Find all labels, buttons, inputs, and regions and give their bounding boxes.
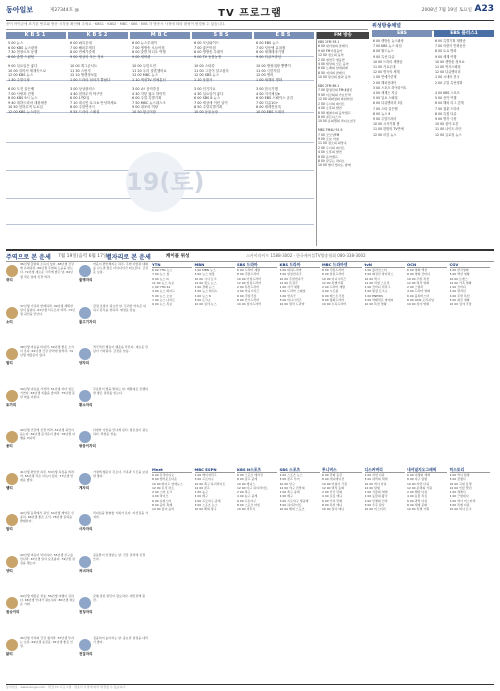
horoscope-entry xyxy=(6,553,76,591)
zodiac-text: 40년생 건강에 신경 써라. 52년생 귀인이 돕는다. 64년생 문서운이 좋다. 76년생 여행을 떠나라. xyxy=(20,428,75,441)
page-header xyxy=(6,4,494,21)
horoscope-entry xyxy=(79,345,149,383)
page-title: TV 프로그램 xyxy=(218,8,282,19)
horoscope-entry xyxy=(79,636,149,674)
channel-name: 내셔널지오그래픽 xyxy=(407,467,447,473)
channel-listing xyxy=(237,467,277,667)
zodiac-icon xyxy=(79,390,91,402)
channel-listing xyxy=(450,262,490,462)
zodiac-name: 쥐띠 xyxy=(6,278,13,282)
channel-listing xyxy=(407,262,447,462)
zodiac-text: 집중력이 높아지는 날. 중요한 결정을 내리기 좋다. xyxy=(93,635,148,644)
satellite-header-espn: EBS 플러스1 xyxy=(434,30,494,37)
zodiac-text: 다양한 사람을 만나게 된다. 말조심이 필요하다. 학업운 상승. xyxy=(93,428,148,437)
horoscope-entry xyxy=(79,387,149,425)
cable-listings xyxy=(152,262,494,682)
channel-name: 투니버스 xyxy=(322,467,362,473)
zodiac-icon xyxy=(6,265,18,277)
horoscope-entry xyxy=(6,470,76,508)
channel-listing xyxy=(237,262,277,462)
radio-header: FM 방송 xyxy=(317,32,369,39)
zodiac-name: 전갈자리 xyxy=(79,651,93,656)
kbs2-listing: 6 00 VJ특공대 7 00 해피투게더 8 00 연예가중계 9 00 세상의 모든 정보 10 00 개그콘서트 11 30 스펀지 12 10 생생정보통 1 00 드라마 엄마가 뿔났다 3 00 상상플러스 4 40 천하무적 야구단 6 00 1박2일 7 10 대국민 토크쇼 안녕하세요 8 00 주말연속극 9 55 드라마 스페셜 xyxy=(70,41,117,114)
channel-listing xyxy=(407,467,447,667)
zodiac-text: 36년생 뜻밖의 소득이 있다. 48년생 건강에 유의하라. 60년생 주변의 도움을 받는다. 72년생 새로운 시작에 좋은 날. 84년생 작은 일에 신경 써라. xyxy=(20,262,74,279)
horoscope-entry xyxy=(6,262,76,300)
zodiac-name: 쌍둥이자리 xyxy=(79,444,96,448)
zodiac-icon xyxy=(6,597,18,609)
zodiac-icon xyxy=(79,431,91,443)
channel-name: YTN xyxy=(152,262,192,268)
zodiac-text: 가정에 행운이 깃든다. 가족과 시간을 보내면 좋다. xyxy=(93,469,148,478)
channel-header-kbs2: KBS2 xyxy=(68,32,128,39)
zodiac-text: 41년생 편안한 하루. 53년생 욕심을 버려라. 65년생 작은 이득이 있다. 77년생 연애운 좋다. xyxy=(20,469,74,482)
zodiac-name: 양띠 xyxy=(6,568,13,573)
zodiac-icon xyxy=(79,597,91,609)
channel-name: KBS 드라마 xyxy=(280,262,320,268)
channel-name: CGV xyxy=(450,262,490,268)
horoscope-entry xyxy=(6,636,76,674)
horoscope-date: 7월 19일(음력 6월 17일) xyxy=(58,254,110,259)
zodiac-name: 말띠 xyxy=(6,527,13,531)
zodiac-text: 적극적인 행동이 행운을 부른다. 새로운 만남이 기다린다. 금전운 상승. xyxy=(93,345,148,354)
zodiac-text: 39년생 여유를 가져라. 51년생 자녀 일로 기쁘다. 63년생 지출을 줄여라. 75년생 뜻한 바를 이룬다. xyxy=(20,386,75,399)
channel-header-mbc: MBC xyxy=(130,32,190,39)
zodiac-name: 뱀띠 xyxy=(6,485,13,490)
radio-listing: KBS 1FM 93.1 6 00 새아침의 클래식 9 00 FM가정음악 12 00 정오의 음악 2 00 명연주 명음반 4 00 세상의 모든 음악 6 00 노래의 날개위에 8 00 저녁의 클래식 10 00 당신의 밤과 음악 KBS 2FM 89.1 7 00 황정민의 FM대행진 9 00 이금희의 가요산책 12 00 최화정의 파워타임 2 00 두시의 데이트 4 00 오후의 발견 6 00 배철수의 음악캠프 8 00 골든디스크 10 00 유희열의 라디오천국 MBC FM4U 91.9 7 00 굿모닝FM 9 00 오늘 아침 11 00 정오의 희망곡 2 00 두시의 데이트 4 00 오후의 발견 6 00 음악캠프 8 00 꿈꾸는 라디오 10 00 별이 빛나는 밤에 xyxy=(318,40,356,168)
zodiac-text: 마음이 편안해지는 하루. 주변 사람과 대화를 나누면 좋은 아이디어가 떠오른다. 금전운 보통. xyxy=(93,262,148,275)
channel-programs: 6 00 뮤직비디오 8 00 엠카운트다운 10 00 와이드 연예뉴스 12 00 뮤직 차트 2 00 스타 토크 4 00 라이브 6 00 슈퍼스타 8 00 음악 축제 10 00 심야 음악 xyxy=(152,473,183,512)
page-footer: 동아일보 · www.donga.com · 편집 TV 프로그램 · 방송사 사정에 따라 변경될 수 있습니다 xyxy=(6,684,494,690)
channel-listing xyxy=(195,467,235,667)
channel-listing xyxy=(365,262,405,462)
issue-date: 2008년 7월 19일 토요일 xyxy=(421,8,472,13)
issue-number: 제27344호 @ xyxy=(50,8,79,13)
channel-listing xyxy=(322,262,362,462)
channel-listing xyxy=(322,467,362,667)
zodiac-name: 게자리 xyxy=(79,485,90,490)
channel-listing xyxy=(152,467,192,667)
horoscope-entry xyxy=(6,511,76,549)
zodiac-text: 리더십을 발휘할 기회가 온다. 자신감을 가져라. xyxy=(93,511,148,520)
zodiac-icon xyxy=(79,307,91,319)
zodiac-name: 사자자리 xyxy=(79,527,93,531)
schedule-notice: 종이 아이콘에 표기된 번호와 방송 시각을 확인해 주세요 · KBS1 · KBS2 · MBC · SBS · EBS 각 방송사 사정에 따라 편성이 변경될 수 있습니다. xyxy=(6,22,368,30)
channel-name: SBS 드라마 xyxy=(237,262,277,268)
zodiac-icon xyxy=(6,556,18,568)
horoscope-entry xyxy=(79,262,149,300)
channel-listing xyxy=(450,467,490,667)
channel-name: 히스토리 xyxy=(450,467,490,473)
channel-programs: 6 00 대하드라마 8 00 일일연속극 10 00 주말연속극 12 00 특집극 2 00 사극 재방 4 00 드라마 스페셜 6 00 연속극 8 00 미니시리즈 10 00 명작 드라마 xyxy=(279,268,306,307)
zodiac-name: 토끼띠 xyxy=(6,402,17,407)
zodiac-text: 42년생 동쪽에서 귀인. 54년생 계약은 신중히. 66년생 좋은 소식. 78년생 실력을 발휘한다. xyxy=(20,511,74,524)
zodiac-icon xyxy=(79,639,91,651)
channel-programs: 6 00 역사 탐방 8 00 전쟁사 10 00 고대 문명 12 00 인물 열전 2 00 세계사 4 00 근현대사 6 00 역사 미스터리 8 00 특별 다큐 10 00 역사 토크 xyxy=(449,473,476,512)
radio-schedule xyxy=(316,32,369,246)
horoscope-entry xyxy=(79,553,149,591)
channel-programs: 6 00 메이저리그 8 00 프로야구 10 00 축구 하이라이트 12 00 골프 2 00 농구 4 00 배구 6 00 프로야구 중계 8 00 스포츠 뉴스 10 00 해외 축구 xyxy=(194,473,226,512)
horoscope-entry xyxy=(6,304,76,342)
horoscope-entry xyxy=(6,594,76,632)
mbc-listing: 6 00 뉴스투데이 7 00 생방송 오늘아침 8 00 출발 비디오 여행 9 00 세바퀴 10 00 무한도전 11 20 우리 결혼했어요 12 00 MBC 뉴스 1 10 섹션TV 연예통신 3 00 쇼! 음악중심 4 30 지붕 뚫고 하이킥 6 00 주말 특별기획 7 50 MBC 뉴스데스크 9 00 내조의 여왕 10 50 황금어장 xyxy=(132,41,167,114)
cable-title: 케이블 위성 xyxy=(166,254,190,259)
channel-listing xyxy=(365,467,405,667)
zodiac-icon xyxy=(6,431,18,443)
star-horoscope-title: 별자리로 본 운세 xyxy=(106,254,151,261)
zodiac-text: 38년생 마음을 비워라. 50년생 좋은 소식이 온다. 62년생 건강 관리에 힘써라. 74년생 재물운이 있다. xyxy=(20,345,74,358)
zodiac-name: 물병자리 xyxy=(79,278,93,282)
sbs-listing: 6 00 모닝와이드 7 00 좋은아침 8 00 생방송 투데이 9 00 TV 동물농장 10 00 스타킹 11 00 그것이 알고싶다 12 00 SBS 뉴스 1 10 웃찾사 3 00 인기가요 4 30 일요일이 좋다 6 00 SBS 8 뉴스 7 00 세상에 이런 일이 8 50 주말특별기획 10 00 동물농장 xyxy=(194,41,229,114)
zodiac-icon xyxy=(79,348,91,360)
channel-header-ebs: EBS xyxy=(254,32,314,39)
horoscope-section xyxy=(6,262,150,682)
channel-programs: 6 00 야생의 세계 8 00 지구 탐험 10 00 자연 다큐 12 00 문명의 기원 2 00 해양 다큐 4 00 동물 특집 6 00 과학 다큐 8 00 세계 문화 10 00 특별 기획 xyxy=(407,473,432,512)
zodiac-name: 원숭이띠 xyxy=(6,610,20,614)
zodiac-icon xyxy=(6,348,18,360)
horoscope-entry xyxy=(6,387,76,425)
channel-name: tvN xyxy=(365,262,405,268)
zodiac-icon xyxy=(79,473,91,485)
zodiac-name: 양자리 xyxy=(79,361,90,365)
zodiac-name: 황소자리 xyxy=(79,402,93,407)
channel-header-kbs1: KBS1 xyxy=(6,32,66,39)
zodiac-name: 닭띠 xyxy=(6,651,13,656)
zodiac-name: 천칭자리 xyxy=(79,610,93,614)
channel-name: SBS 스포츠 xyxy=(280,467,320,473)
page-number: A23 xyxy=(474,4,494,14)
zodiac-text: 43년생 마음이 넉넉하다. 55년생 친구를 만나라. 67년생 일이 순조롭다. 79년생 결실을 맺는다. xyxy=(20,552,75,565)
channel-listing xyxy=(280,467,320,667)
zodiac-text: 꾸준함이 빛을 발하는 날. 계획대로 진행하면 좋은 결과를 얻는다. xyxy=(93,386,148,395)
zodiac-text: 감정 조절이 필요한 날. 무리한 약속은 피하고 휴식을 취하라. 애정운 상승. xyxy=(93,303,147,312)
zodiac-text: 37년생 가족과 함께하라. 49년생 계획한 일이 풀린다. 61년생 서두르지 마라. 73년생 귀인을 만난다. xyxy=(20,303,75,316)
kbs1-listing: 5 00 뉴스 6 00 KBS 뉴스광장 7 30 현장르포 동행 8 00 출발 드림팀 9 00 일요일은 좋다 10 00 걸어서 세계속으로 12 00 KBS 뉴스 1 30 주말극장 6 00 도전 골든벨 7 00 사랑과 전쟁 8 00 KBS 9시 뉴스 9 40 대하드라마 대왕세종 10 50 천하무적 토요일 12 00 KBS 뉴스라인 xyxy=(8,41,48,114)
zodiac-icon xyxy=(6,307,18,319)
channel-listing xyxy=(152,262,192,462)
date-watermark: 19(토) xyxy=(126,152,186,212)
ebs-listing: 6 00 EBS 뉴스 7 00 딩동댕 유치원 8 00 세계테마기행 9 00 다큐프라임 10 00 방귀대장 뿡뿡이 11 00 극한직업 12 00 명의 1 00 세계의 명화 3 00 한국기행 4 00 지식채널e 6 00 EBS 스페이스 공감 7 00 다큐10+ 8 00 세계견문록 10 00 EBS 시네마 xyxy=(256,41,293,114)
channel-programs: 6 00 YTN 뉴스 7 00 뉴스 창 9 00 뉴스 Q 11 00 뉴스 속보 1 00 YTN 24 3 00 뉴스 와이드 5 00 뉴스 오늘 7 00 뉴스 나이트 9 00 뉴스 특보 xyxy=(152,268,176,307)
zodiac-icon xyxy=(6,514,18,526)
satellite-title: 위성방송채널 xyxy=(372,22,494,31)
newspaper-name: 동아일보 xyxy=(6,6,34,14)
channel-header-sbs: SBS xyxy=(192,32,252,39)
zodiac-text: 45년생 가족의 건강 챙겨라. 57년생 투자는 보류. 69년생 승진운. 81년생 좋은 인연. xyxy=(20,635,74,648)
horoscope-title: 주역으로 본 운세 xyxy=(6,254,51,261)
zodiac-name: 처녀자리 xyxy=(79,568,93,573)
cable-note: 스카이라이프 1588-3002 · 한국케이블TV방송협회 080-338-3002 xyxy=(246,253,366,258)
channel-programs: 6 00 MBN 뉴스 8 00 뉴스 현장 10 00 시사 토크 12 00 정오 뉴스 2 00 경제 뉴스 4 00 뉴스 와이드 6 00 뉴스 8 8 00 토크쇼 10 00 심야 뉴스 xyxy=(194,268,218,307)
channel-listing xyxy=(195,262,235,462)
terrestrial-schedule-grid xyxy=(6,32,314,246)
horoscope-entry xyxy=(6,428,76,466)
channel-programs: 6 00 주말드라마 8 00 일일드라마 10 00 미니시리즈 12 00 특별기획 2 00 드라마 재방 4 00 시트콤 6 00 베스트극장 8 00 월화드라마 10 00 수목드라마 xyxy=(322,268,347,307)
horoscope-entry xyxy=(79,304,149,342)
horoscope-entry xyxy=(79,594,149,632)
channel-listing xyxy=(280,262,320,462)
channel-name: MBC 드라마넷 xyxy=(322,262,362,268)
channel-name: Mnet xyxy=(152,467,192,473)
zodiac-text: 44년생 재물운 상승. 56년생 여행이 길하다. 68년생 인내가 필요하다. 80년생 새로운 기회. xyxy=(20,594,75,607)
zodiac-icon xyxy=(79,514,91,526)
zodiac-text: 균형 잡힌 판단이 필요하다. 대인관계 원만. xyxy=(93,594,146,603)
channel-name: KBS N스포츠 xyxy=(237,467,277,473)
channel-programs: 6 00 영화 액션 8 00 영화 코미디 10 00 주말 특선 12 00 명작 영화 2 00 스릴러 4 00 드라마 영화 6 00 블록버스터 8 00 OCN 오리지널 10 00 심야 영화 xyxy=(407,268,434,307)
channel-programs: 6 00 스포츠 뉴스 8 00 골프 투어 10 00 당구 12 00 야구 전망대 2 00 축구 중계 4 00 배구 6 00 프로야구 생중계 8 00 하이라이트 10 00 해외 스포츠 xyxy=(279,473,309,512)
channel-programs: 6 00 드라마 재방 8 00 주말드라마 10 00 아침드라마 12 00 일일드라마 2 00 특선드라마 4 00 미니시리즈 6 00 주말극장 8 00 인기드라마 10 00 심야드라마 xyxy=(237,268,262,307)
satellite-listing-1: 6 00 생방송 뉴스광장 7 00 KBS 뉴스 타임 8 00 월드뉴스 9 00 특선 다큐 10 00 드라마 재방송 11 00 가요무대 12 00 명곡의 세계 1 00 연예가중계 2 00 해피선데이 3 00 스포츠 하이라이트 4 00 세계는 지금 5 00 일요 스페셜 6 00 다큐멘터리 3일 7 00 스타 골든벨 8 00 뉴스 9 9 00 주말드라마 10 00 시사기획 쌈 11 00 한밤의 TV연예 12 00 마감 뉴스 xyxy=(373,39,407,137)
satellite-listing-2: 6 00 특별기획 재방송 7 00 어린이 만화동산 8 00 토요 명화 9 00 세계 여행 10 00 생방송 정보쇼 11 00 역사스페셜 12 00 다큐멘터리 1 00 시네마 천국 2 00 주말 특선영화 4 00 KBS 스포츠 5 00 음악 여행 6 00 해외 리그 중계 7 00 청춘 드라마 8 00 특집 다큐 9 00 명작 극장 10 00 심야 토론 11 00 나이트 라인 12 00 클로징 뉴스 xyxy=(435,39,466,137)
channel-programs: 6 00 자연 다큐 8 00 과학의 세계 10 00 역사 다큐 12 00 탐험 2 00 기술의 세계 4 00 동물의 왕국 6 00 인체의 신비 8 00 우주 탐사 10 00 미스터리 xyxy=(364,473,388,512)
channel-name: 디스커버리 xyxy=(365,467,405,473)
channel-programs: 6 00 만화 동산 8 00 애니메이션 10 00 어린이 극장 12 00 명작 동화 2 00 인기 만화 4 00 로봇 애니 6 00 가족 만화 8 00 특선 애니 10 00 심야 애니 xyxy=(322,473,347,512)
channel-programs: 6 00 스포츠 매거진 8 00 골프 중계 10 00 테니스 12 00 야구 하이라이트 2 00 축구 4 00 농구 중계 6 00 프로야구 8 00 스포츠 타임 10 00 격투기 xyxy=(237,473,268,512)
zodiac-icon xyxy=(6,639,18,651)
zodiac-name: 물고기자리 xyxy=(79,319,96,324)
channel-programs: 6 00 한국영화 8 00 액션 영화 10 00 로맨스 12 00 가족 영화 2 00 코미디 4 00 명작선 6 00 주말 특선 8 00 최신 영화 10 00 심야 극장 xyxy=(449,268,472,307)
zodiac-name: 범띠 xyxy=(6,361,13,365)
horoscope-entry xyxy=(79,428,149,466)
channel-name: MBC ESPN xyxy=(195,467,235,473)
channel-name: OCN xyxy=(407,262,447,268)
channel-programs: 6 00 롤러코스터 8 00 화성인 바이러스 10 00 택시 12 00 리얼 스토리 2 00 코미디 빅리그 4 00 현장 토크쇼 6 00 ENEWS 8 00 막돼먹은 영애씨 10 00 특선 영화 xyxy=(364,268,394,307)
zodiac-name: 소띠 xyxy=(6,319,13,324)
horoscope-entry xyxy=(79,511,149,549)
channel-name: MBN xyxy=(195,262,235,268)
zodiac-icon xyxy=(79,556,91,568)
satellite-column xyxy=(372,22,494,246)
horoscope-entry xyxy=(79,470,149,508)
zodiac-name: 용띠 xyxy=(6,444,13,448)
zodiac-icon xyxy=(79,265,91,277)
satellite-header-ebs: EBS xyxy=(372,30,432,37)
zodiac-icon xyxy=(6,473,18,485)
zodiac-icon xyxy=(6,390,18,402)
horoscope-entry xyxy=(6,345,76,383)
zodiac-text: 꼼꼼함이 인정받는 날. 건강 관리에 신경 쓰자. xyxy=(93,552,146,561)
section-bar xyxy=(6,249,494,262)
